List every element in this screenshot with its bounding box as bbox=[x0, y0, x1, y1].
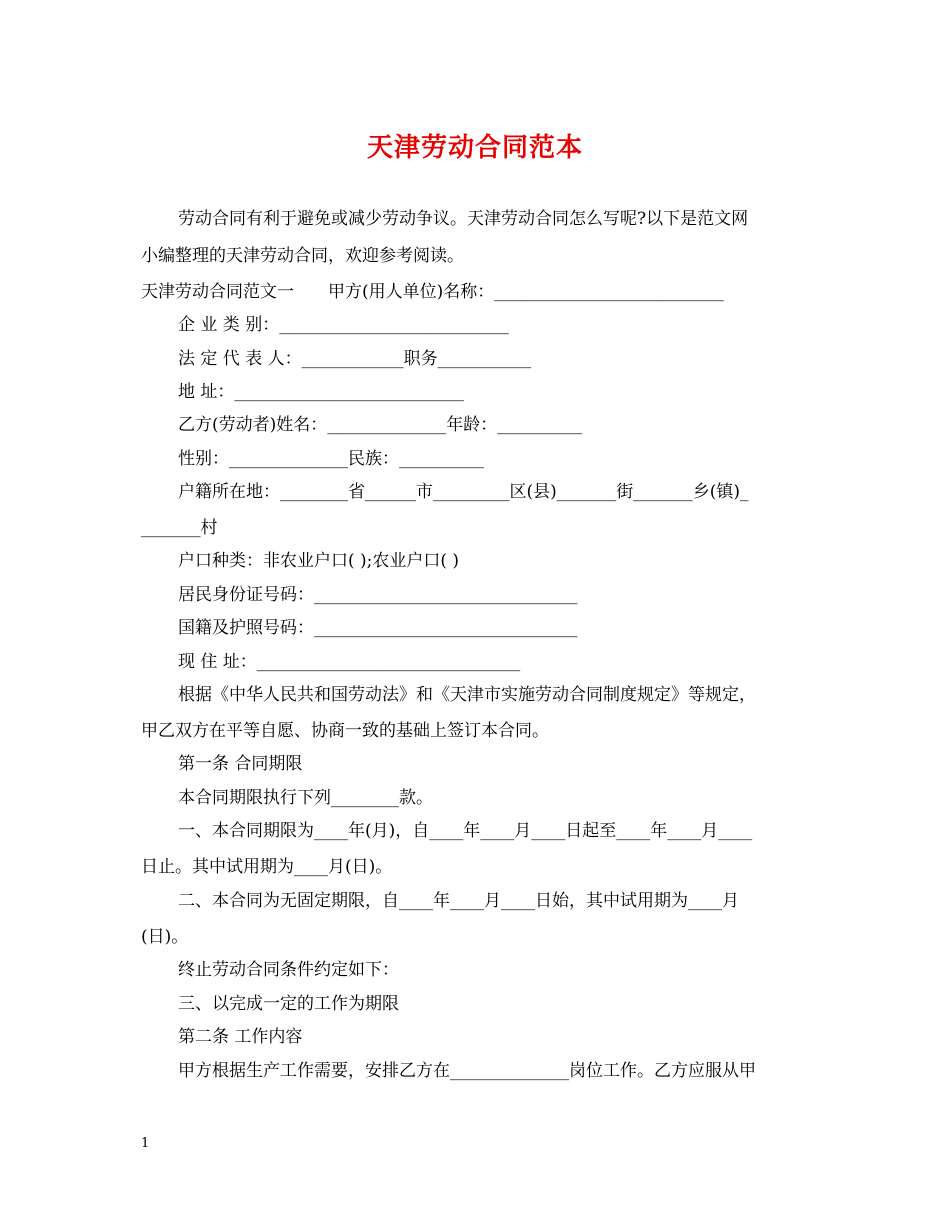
page-number: 1 bbox=[141, 1136, 150, 1151]
paragraph-line: 户口种类：非农业户口( );农业户口( ) bbox=[178, 551, 460, 571]
paragraph-line: 甲方根据生产工作需要，安排乙方在______________岗位工作。乙方应服从甲 bbox=[178, 1061, 756, 1081]
section-heading: 第二条 工作内容 bbox=[178, 1027, 303, 1047]
paragraph-line: 三、以完成一定的工作为期限 bbox=[178, 994, 399, 1014]
paragraph-line: _______村 bbox=[141, 518, 218, 538]
paragraph-line: 国籍及护照号码：_______________________________ bbox=[178, 618, 578, 638]
paragraph-line: 居民身份证号码：_______________________________ bbox=[178, 585, 578, 605]
paragraph-line: 法 定 代 表 人：____________职务___________ bbox=[178, 349, 532, 369]
paragraph-line: (日)。 bbox=[141, 927, 189, 947]
paragraph-line: 户籍所在地：________省______市_________区(县)_______街_______乡(镇)_ bbox=[178, 482, 749, 502]
paragraph-line: 地 址：___________________________ bbox=[178, 382, 464, 402]
paragraph-line: 劳动合同有利于避免或减少劳动争议。天津劳动合同怎么写呢?以下是范文网 bbox=[178, 209, 749, 229]
paragraph-line: 日止。其中试用期为____月(日)。 bbox=[141, 857, 393, 877]
paragraph-line: 小编整理的天津劳动合同，欢迎参考阅读。 bbox=[141, 246, 464, 266]
paragraph-line: 天津劳动合同范文一 甲方(用人单位)名称：___________________________ bbox=[141, 282, 724, 302]
section-heading: 第一条 合同期限 bbox=[178, 754, 303, 774]
paragraph-line: 一、本合同期限为____年(月)，自____年____月____日起至____年____月____ bbox=[178, 821, 753, 841]
paragraph-line: 企 业 类 别：___________________________ bbox=[178, 315, 509, 335]
paragraph-line: 终止劳动合同条件约定如下： bbox=[178, 960, 399, 980]
paragraph-line: 乙方(劳动者)姓名：______________年龄：__________ bbox=[178, 415, 583, 435]
paragraph-line: 现 住 址：_______________________________ bbox=[178, 652, 521, 672]
paragraph-line: 甲乙双方在平等自愿、协商一致的基础上签订本合同。 bbox=[141, 721, 549, 741]
document-title: 天津劳动合同范本 bbox=[366, 133, 583, 163]
paragraph-line: 本合同期限执行下列________款。 bbox=[178, 788, 433, 808]
paragraph-line: 根据《中华人民共和国劳动法》和《天津市实施劳动合同制度规定》等规定， bbox=[178, 685, 756, 705]
paragraph-line: 二、本合同为无固定期限，自____年____月____日始，其中试用期为____月 bbox=[178, 891, 739, 911]
paragraph-line: 性别：______________民族：__________ bbox=[178, 449, 484, 469]
